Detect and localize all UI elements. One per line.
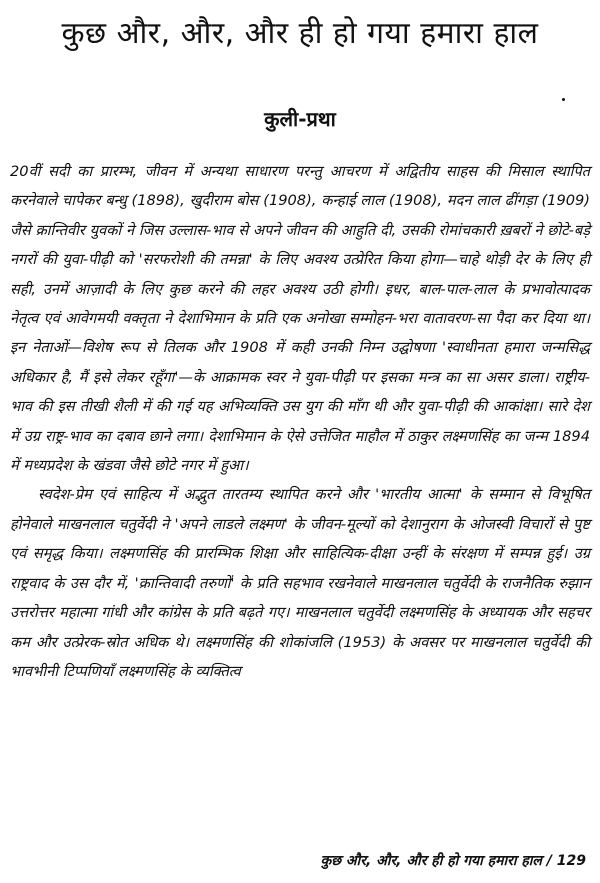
page-number: 129 [556,853,586,869]
running-title: कुछ और, और, और ही हो गया हमारा हाल [320,853,542,869]
page-footer [320,850,586,872]
body-text [10,157,590,686]
footer-separator: / [541,853,557,869]
print-speck [562,98,565,101]
section-heading: कुली-प्रथा [264,107,336,131]
chapter-title: कुछ और, और, और ही हो गया हमारा हाल [61,16,539,51]
paragraph-2: स्वदेश-प्रेम एवं साहित्य में अद्भुत तारतम्य स्थापित करने और 'भारतीय आत्मा' के सम्मान से विभूषित होनेवाले माखनलाल चतुर्वेदी ने 'अपने लाडले लक्ष्मण' के जीवन-मूल्यों को देशानुराग के ओजस्वी विचारों से पुष्ट एवं समृद्ध किया। लक्ष्मणसिंह की प्रारम्भिक शिक्षा और साहित्यिक-दीक्षा उन्हीं के संरक्षण में सम्पन्न हुई। उग्र राष्ट्रवाद के उस दौर में, 'क्रान्तिवादी तरुणों' के प्रति सहभाव रखनेवाले माखनलाल चतुर्वेदी के राजनैतिक रुझान उत्तरोत्तर महात्मा गांधी और कांग्रेस के प्रति बढ़ते गए। माखनलाल चतुर्वेदी लक्ष्मणसिंह के अध्यायक और सहचर कम और उत्प्रेरक-स्रोत अधिक थे। लक्ष्मणसिंह की शोकांजलि (1953) के अवसर पर माखनलाल चतुर्वेदी की भावभीनी टिप्पणियाँ लक्ष्मणसिंह के व्यक्तित्व [10,486,590,680]
paragraph-1: 20वीं सदी का प्रारम्भ, जीवन में अन्यथा साधारण परन्तु आचरण में अद्वितीय साहस की मिसाल स्थापित करनेवाले चापेकर बन्धु (1898), खुदीराम बोस (1908), कन्हाई लाल (1908), मदन लाल ढींगड़ा (1909) जैसे क्रान्तिवीर युवकों ने जिस उल्लास-भाव से अपने जीवन की आहुति दी, उसकी रोमांचकारी ख़बरों ने छोटे-बड़े नगरों की युवा-पीढ़ी को 'सरफरोशी की तमन्ना' के लिए अवश्य उत्प्रेरित किया होगा—चाहे थोड़ी देर के लिए ही सही, उनमें आज़ादी के लिए कुछ करने की लहर अवश्य उठी होगी। इधर, बाल-पाल-लाल के प्रभावोत्पादक नेतृत्व एवं आवेगमयी वक्तृता ने देशाभिमान के प्रति एक अनोखा सम्मोहन-भरा वातावरण-सा पैदा कर दिया था। इन नेताओं—विशेष रूप से तिलक और 1908 में कही उनकी निम्न उद्घोषणा 'स्वाधीनता हमारा जन्मसिद्ध अधिकार है, मैं इसे लेकर रहूँगा'—के आक्रामक स्वर ने युवा-पीढ़ी पर इसका मन्त्र का सा असर डाला। राष्ट्रीय-भाव की इस तीखी शैली में की गई यह अभिव्यक्ति उस युग की माँग थी और युवा-पीढ़ी की आकांक्षा। सारे देश में उग्र राष्ट्र-भाव का दबाव छाने लगा। देशाभिमान के ऐसे उत्तेजित माहौल में ठाकुर लक्ष्मणसिंह का जन्म 1894 में मध्यप्रदेश के खंडवा जैसे छोटे नगर में हुआ। [10,163,590,475]
